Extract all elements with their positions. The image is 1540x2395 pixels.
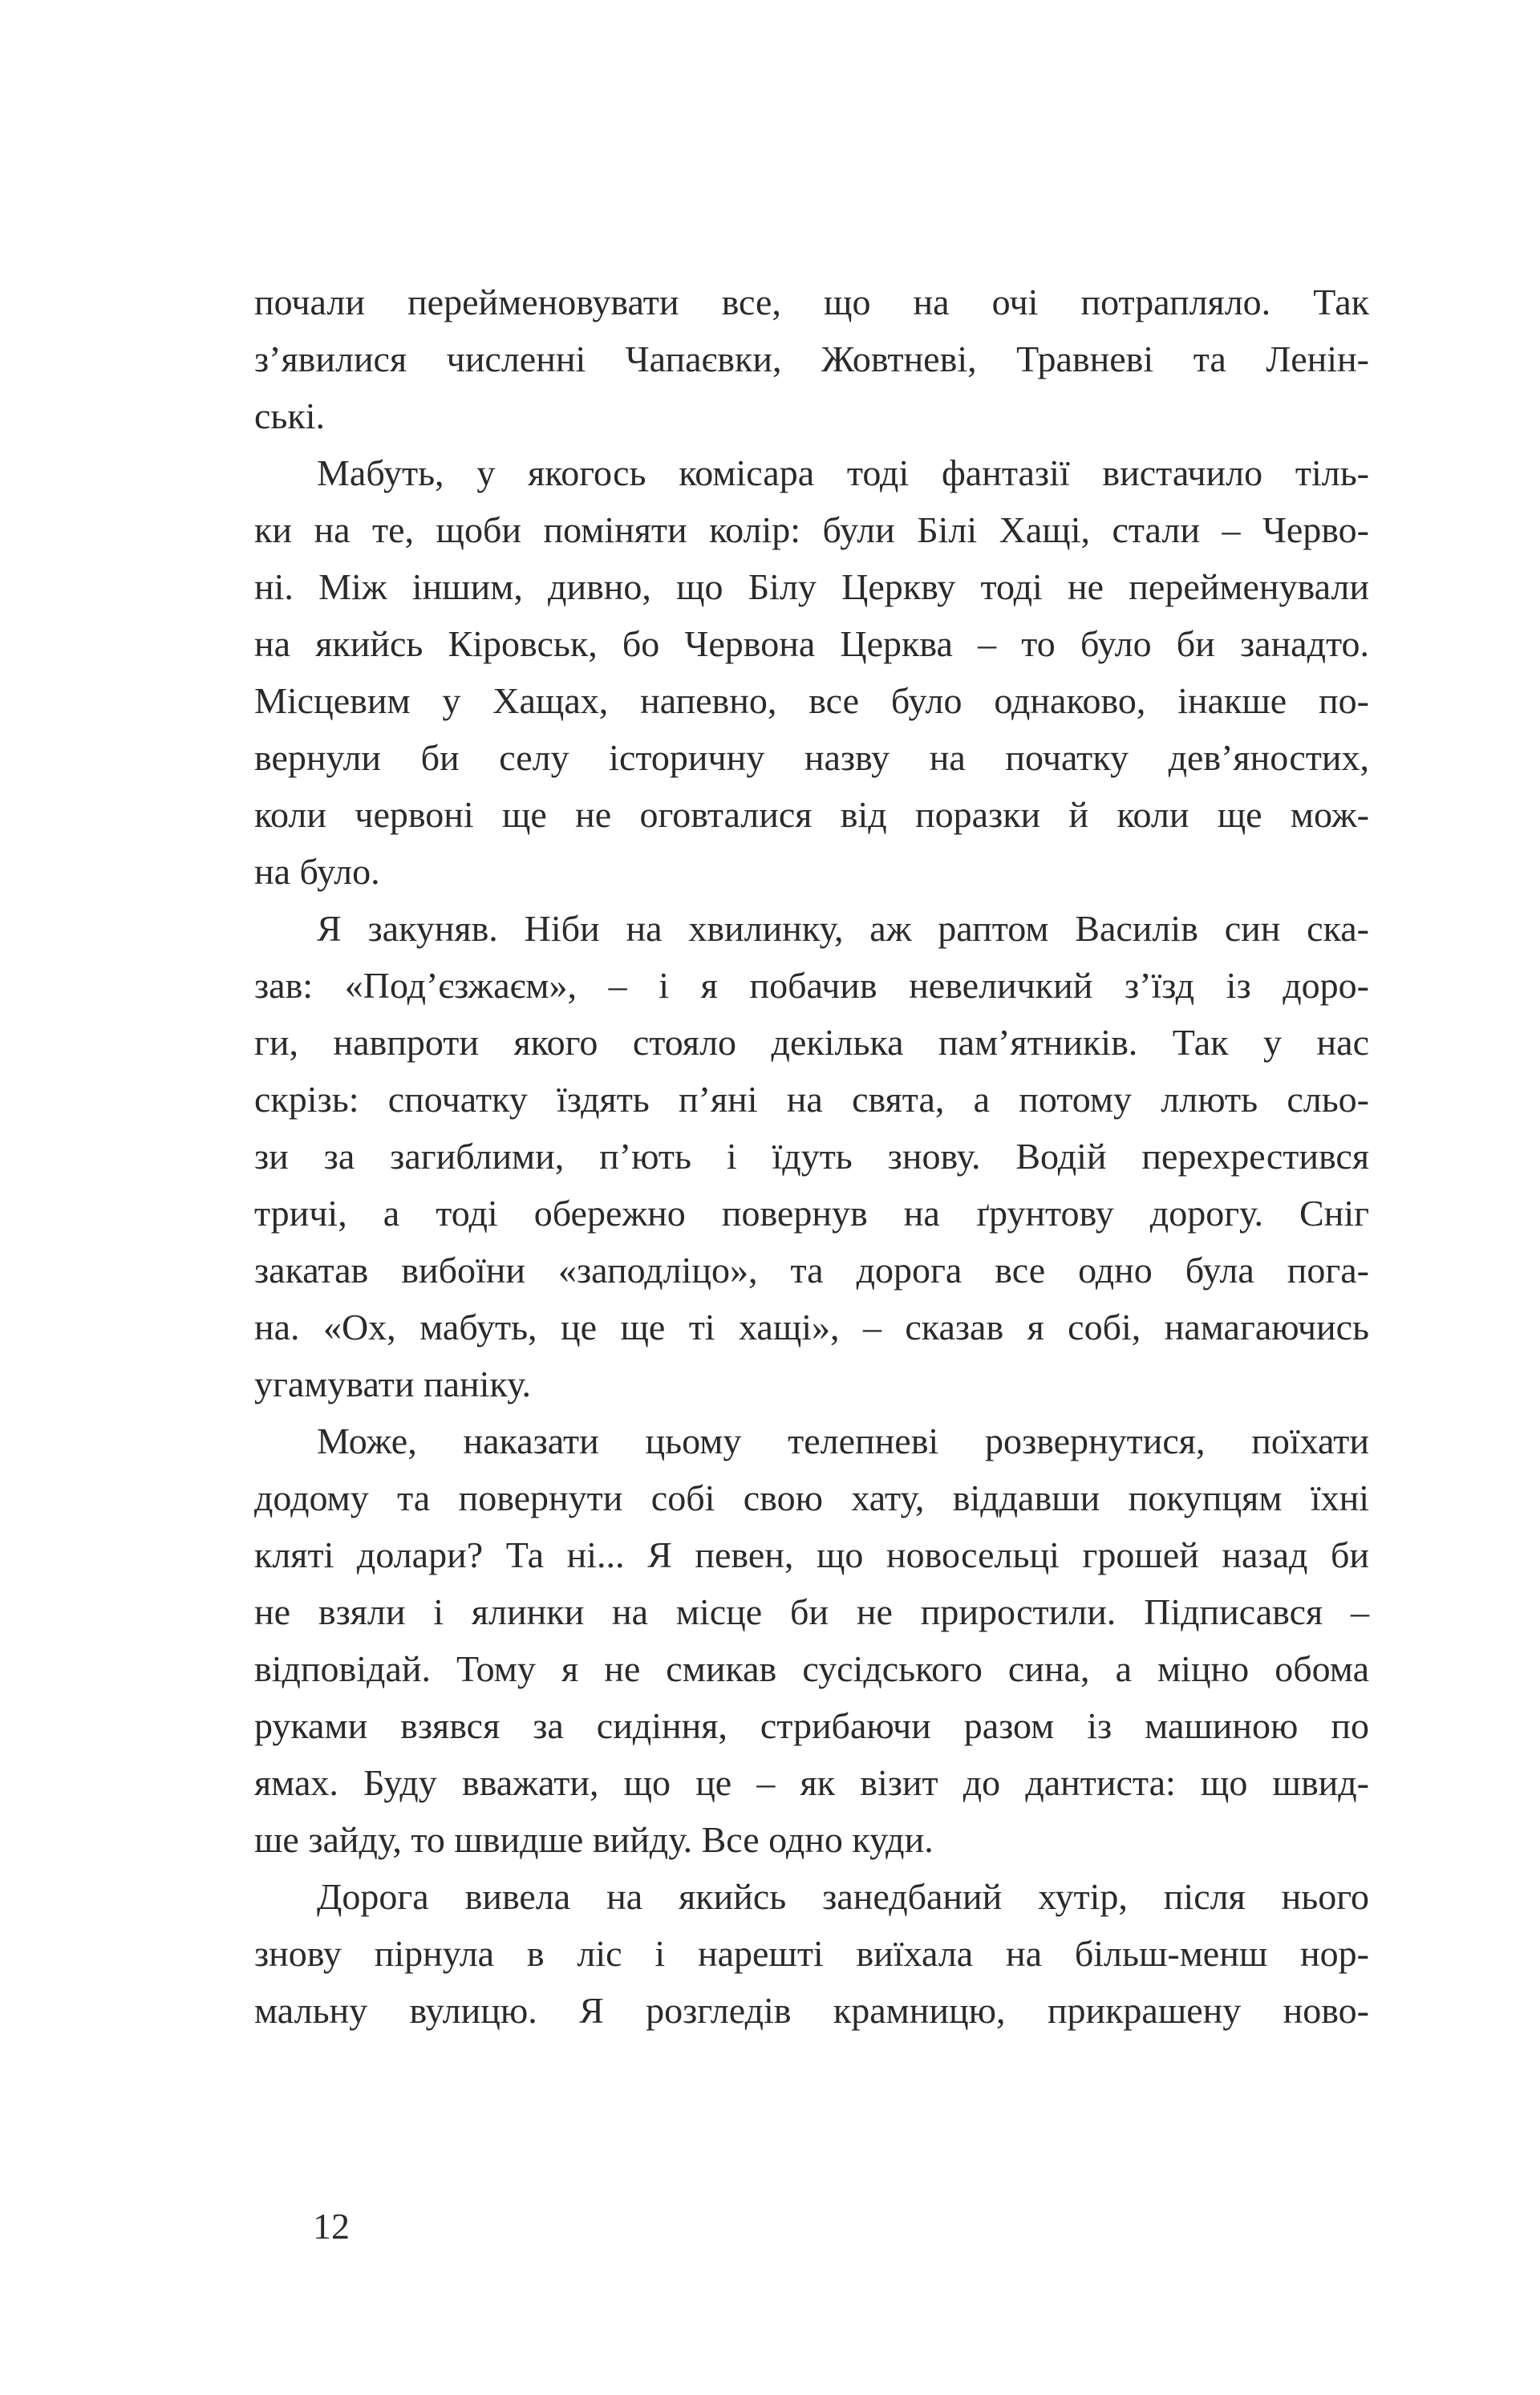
body-text [254,274,1369,2039]
text-line: Мабуть, у якогось комісара тоді фантазії вистачило тіль- [317,452,1369,493]
text-line: скрізь: спочатку їздять п’яні на свята, а потому ллють сльо- [254,1079,1369,1120]
paragraph [254,1868,1369,2039]
text-line: зи за загиблими, п’ють і їдуть знову. Водій перехрестився [254,1136,1369,1177]
page-number: 12 [313,2206,350,2247]
text-line: вернули би селу історичну назву на початку дев’яностих, [254,737,1369,778]
text-line: тричі, а тоді обережно повернув на ґрунтову дорогу. Сніг [254,1193,1369,1234]
paragraph [254,274,1369,444]
text-line: на. «Ох, мабуть, це ще ті хащі», – сказав я собі, намагаючись [254,1307,1369,1347]
paragraph [254,1412,1369,1868]
text-line: Місцевим у Хащах, напевно, все було однаково, інакше по- [254,680,1369,721]
text-line: відповідай. Тому я не смикав сусідського сина, а міцно обома [254,1648,1369,1689]
text-line: Я закуняв. Ніби на хвилинку, аж раптом Василів син ска- [317,908,1369,949]
text-line: ки на те, щоби поміняти колір: були Білі Хащі, стали – Черво- [254,509,1369,550]
text-line: ше зайду, то швидше вийду. Все одно куди. [254,1819,934,1860]
text-line: зав: «Под’єзжаєм», – і я побачив невеличкий з’їзд із доро- [254,965,1369,1006]
text-line: ямах. Буду вважати, що це – як візит до дантиста: що швид- [254,1762,1369,1803]
text-line: Може, наказати цьому телепневі розвернутися, поїхати [317,1420,1369,1461]
text-line: знову пірнула в ліс і нарешті виїхала на більш-менш нор- [254,1933,1369,1974]
text-line: ні. Між іншим, дивно, що Білу Церкву тоді не перейменували [254,566,1369,607]
text-line: почали перейменовувати все, що на очі потрапляло. Так [254,282,1369,322]
text-line: ські. [254,395,326,436]
text-line: угамувати паніку. [254,1364,531,1404]
text-line: додому та повернути собі свою хату, віддавши покупцям їхні [254,1477,1369,1518]
text-line: на якийсь Кіровськ, бо Червона Церква – то було би занадто. [254,623,1369,664]
text-line: руками взявся за сидіння, стрибаючи разом із машиною по [254,1705,1369,1746]
paragraph [254,444,1369,900]
text-line: кляті долари? Та ні... Я певен, що новосельці грошей назад би [254,1534,1369,1575]
text-line: ги, навпроти якого стояло декілька пам’ятників. Так у нас [254,1022,1369,1063]
text-line: мальну вулицю. Я розгледів крамницю, прикрашену ново- [254,1990,1369,2031]
paragraph [254,900,1369,1412]
text-line: на було. [254,851,380,892]
text-line: закатав вибоїни «заподліцо», та дорога все одно була пога- [254,1250,1369,1291]
text-line: не взяли і ялинки на місце би не приростили. Підписався – [254,1591,1369,1632]
text-line: Дорога вивела на якийсь занедбаний хутір, після нього [317,1876,1369,1917]
text-line: коли червоні ще не оговталися від поразки й коли ще мож- [254,794,1369,835]
text-line: з’явилися численні Чапаєвки, Жовтневі, Травневі та Ленін- [254,338,1369,379]
